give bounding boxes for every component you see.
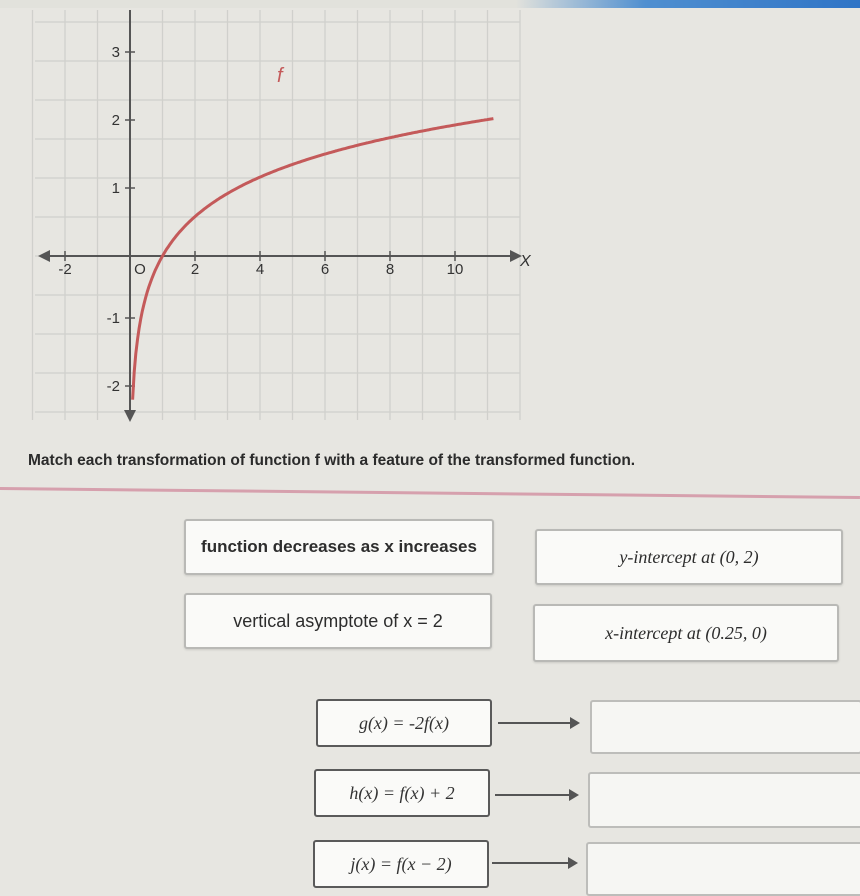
feature-tile-asymptote[interactable]: [184, 593, 492, 649]
x-tick-label: 2: [190, 261, 200, 278]
x-tick-label: -2: [58, 261, 72, 278]
feature-tile-x-intercept[interactable]: [533, 604, 839, 662]
x-tick-label: 4: [255, 261, 265, 278]
arrow-h: [495, 794, 577, 796]
y-axis-arrow-down: [124, 410, 136, 422]
drop-zone-h[interactable]: [588, 772, 860, 828]
feature-tile-decreasing[interactable]: [184, 519, 494, 575]
feature-label: x-intercept at (0.25, 0): [605, 622, 767, 643]
feature-label: vertical asymptote of x = 2: [233, 610, 443, 631]
y-tick-label: -2: [106, 378, 120, 395]
graph-grid: [33, 0, 521, 420]
transformation-h: [314, 769, 490, 817]
y-tick-label: -1: [106, 310, 120, 327]
x-tick-label: 8: [385, 261, 395, 278]
drop-zone-g[interactable]: [590, 700, 860, 754]
feature-tile-y-intercept[interactable]: [535, 529, 843, 585]
x-tick-label: 10: [446, 261, 464, 278]
arrow-g: [498, 722, 578, 724]
feature-label: function decreases as x increases: [201, 537, 477, 556]
graph-tick-labels: [58, 44, 463, 395]
section-divider: [0, 487, 860, 499]
y-tick-label: 2: [111, 112, 120, 129]
y-tick-label: 1: [111, 180, 120, 197]
x-tick-label: 6: [320, 261, 330, 278]
function-graph: [0, 0, 560, 440]
transformation-g: [316, 699, 492, 747]
transformation-label: h(x) = f(x) + 2: [349, 782, 455, 803]
instruction-text: Match each transformation of function f with a feature of the transformed function.: [28, 452, 636, 469]
drop-zone-j[interactable]: [586, 842, 860, 896]
transformation-j: [313, 840, 489, 888]
x-axis-arrow-left: [38, 250, 50, 262]
transformation-label: g(x) = -2f(x): [358, 712, 450, 733]
y-tick-label: 3: [111, 44, 120, 61]
arrow-j: [492, 862, 576, 864]
x-axis-label: X: [520, 253, 531, 270]
function-f-curve: [133, 119, 494, 400]
transformation-label: j(x) = f(x − 2): [350, 853, 452, 874]
feature-label: y-intercept at (0, 2): [619, 546, 759, 567]
function-f-label: f: [277, 65, 283, 87]
x-tick-label: O: [134, 261, 146, 278]
